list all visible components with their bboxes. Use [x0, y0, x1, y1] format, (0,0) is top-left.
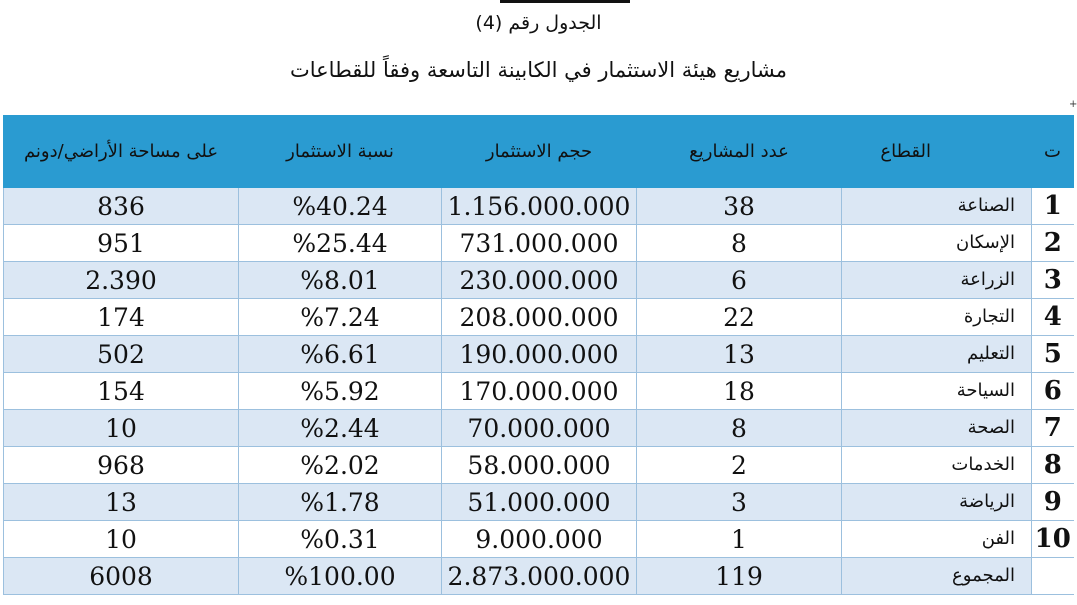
col-header-projects: عدد المشاريع [637, 116, 842, 188]
cell-area-text: 10 [105, 524, 137, 554]
cell-index-text: 5 [1043, 339, 1062, 369]
table-row [4, 410, 1074, 447]
cell-sector [842, 299, 1032, 336]
cell-projects [637, 373, 842, 410]
col-header-sector: القطاع [842, 116, 1032, 188]
cell-sector-text: التجارة [963, 306, 1015, 327]
cell-projects-text: 8 [731, 228, 747, 258]
table-row [4, 262, 1074, 299]
cell-sector [842, 447, 1032, 484]
table-row [4, 447, 1074, 484]
cell-sector [842, 188, 1032, 225]
cell-ratio-text: %6.61 [300, 339, 380, 369]
cell-projects-text: 3 [731, 487, 747, 517]
sectors-table [3, 115, 1074, 595]
cell-index-text: 10 [1034, 524, 1071, 554]
cell-ratio-text: %5.92 [300, 376, 380, 406]
total-area [4, 558, 239, 595]
cell-projects-text: 22 [723, 302, 755, 332]
cell-projects-text: 6 [731, 265, 747, 295]
cell-volume-text: 51.000.000 [467, 487, 611, 517]
cell-projects [637, 410, 842, 447]
cell-sector-text: الخدمات [951, 454, 1015, 475]
total-row [4, 558, 1074, 595]
cell-area-text: 968 [97, 450, 145, 480]
cell-ratio [239, 262, 442, 299]
cell-sector [842, 262, 1032, 299]
cell-ratio-text: %7.24 [300, 302, 380, 332]
cell-projects [637, 521, 842, 558]
cell-ratio-text: %25.44 [292, 228, 388, 258]
table-row [4, 521, 1074, 558]
cell-index [1032, 484, 1074, 521]
cell-index [1032, 299, 1074, 336]
cell-volume-text: 170.000.000 [459, 376, 619, 406]
total-projects-text: 119 [715, 561, 763, 591]
total-label-text: المجموع [952, 565, 1015, 586]
cell-volume-text: 230.000.000 [459, 265, 619, 295]
cell-volume-text: 70.000.000 [467, 413, 611, 443]
cell-index-text: 7 [1043, 413, 1062, 443]
cell-index-text: 4 [1043, 302, 1062, 332]
cell-ratio-text: %2.02 [300, 450, 380, 480]
cell-area-text: 10 [105, 413, 137, 443]
cell-index [1032, 521, 1074, 558]
cell-ratio-text: %1.78 [300, 487, 380, 517]
total-area-text: 6008 [89, 561, 153, 591]
cell-sector-text: الزراعة [960, 269, 1015, 290]
cell-volume-text: 9.000.000 [475, 524, 603, 554]
cell-projects [637, 299, 842, 336]
col-header-index: ت [1032, 116, 1074, 188]
cell-ratio-text: %2.44 [300, 413, 380, 443]
cell-ratio-text: %8.01 [300, 265, 380, 295]
cell-area [4, 336, 239, 373]
cell-volume [442, 410, 637, 447]
cell-ratio-text: %40.24 [292, 191, 388, 221]
cell-area [4, 225, 239, 262]
cell-index-text: 3 [1043, 265, 1062, 295]
header-row [4, 116, 1074, 188]
cell-projects-text: 2 [731, 450, 747, 480]
cell-index [1032, 262, 1074, 299]
cell-projects [637, 447, 842, 484]
cell-area-text: 502 [97, 339, 145, 369]
cell-projects [637, 336, 842, 373]
cell-area [4, 262, 239, 299]
cell-sector-text: السياحة [956, 380, 1015, 401]
cell-volume [442, 373, 637, 410]
cell-ratio [239, 336, 442, 373]
total-index [1032, 558, 1074, 595]
cell-volume-text: 58.000.000 [467, 450, 611, 480]
cell-area [4, 299, 239, 336]
cell-sector-text: الرياضة [959, 491, 1015, 512]
cell-area-text: 836 [97, 191, 145, 221]
cell-index [1032, 373, 1074, 410]
cell-index-text: 9 [1043, 487, 1062, 517]
cell-volume [442, 336, 637, 373]
cell-sector [842, 521, 1032, 558]
cell-sector-text: الإسكان [956, 232, 1015, 253]
cell-index-text: 1 [1043, 191, 1062, 221]
cell-volume [442, 188, 637, 225]
total-volume-text: 2.873.000.000 [447, 561, 631, 591]
table-caption: الجدول رقم (4) [475, 12, 602, 34]
cell-area [4, 410, 239, 447]
cell-sector-text: الفن [981, 528, 1015, 549]
table-row [4, 336, 1074, 373]
cell-ratio [239, 484, 442, 521]
cell-area [4, 484, 239, 521]
cell-projects-text: 18 [723, 376, 755, 406]
cell-projects [637, 484, 842, 521]
cell-projects-text: 8 [731, 413, 747, 443]
cell-projects [637, 188, 842, 225]
cell-volume [442, 521, 637, 558]
cell-volume [442, 447, 637, 484]
cell-volume-text: 1.156.000.000 [447, 191, 631, 221]
cell-index [1032, 336, 1074, 373]
cell-volume [442, 225, 637, 262]
cell-sector-text: الصحة [967, 417, 1015, 438]
cell-area [4, 188, 239, 225]
cell-volume-text: 731.000.000 [459, 228, 619, 258]
cell-sector [842, 336, 1032, 373]
cell-sector [842, 225, 1032, 262]
cell-sector [842, 373, 1032, 410]
cell-area-text: 13 [105, 487, 137, 517]
cell-ratio [239, 373, 442, 410]
cell-ratio [239, 410, 442, 447]
cell-area-text: 154 [97, 376, 145, 406]
cell-ratio-text: %0.31 [300, 524, 380, 554]
total-volume [442, 558, 637, 595]
top-rule [500, 0, 630, 3]
total-label [842, 558, 1032, 595]
cell-area-text: 2.390 [85, 265, 157, 295]
cell-index [1032, 188, 1074, 225]
cell-index [1032, 410, 1074, 447]
cell-projects [637, 262, 842, 299]
cell-ratio [239, 521, 442, 558]
col-header-ratio: نسبة الاستثمار [239, 116, 442, 188]
cell-volume-text: 190.000.000 [459, 339, 619, 369]
cell-ratio [239, 225, 442, 262]
col-header-volume: حجم الاستثمار [442, 116, 637, 188]
cell-sector [842, 410, 1032, 447]
cell-projects-text: 13 [723, 339, 755, 369]
cell-sector-text: الصناعة [957, 195, 1015, 216]
cell-volume [442, 299, 637, 336]
cell-area [4, 521, 239, 558]
cell-ratio [239, 188, 442, 225]
table-row [4, 188, 1074, 225]
cell-index-text: 8 [1043, 450, 1062, 480]
cell-sector-text: التعليم [967, 343, 1015, 364]
cell-volume [442, 484, 637, 521]
table-row [4, 373, 1074, 410]
cell-projects-text: 38 [723, 191, 755, 221]
cell-ratio [239, 299, 442, 336]
cell-ratio [239, 447, 442, 484]
cell-area [4, 447, 239, 484]
table-row [4, 299, 1074, 336]
cell-area [4, 373, 239, 410]
total-ratio [239, 558, 442, 595]
col-header-area: على مساحة الأراضي/دونم [4, 116, 239, 188]
table-subtitle: مشاريع هيئة الاستثمار في الكابينة التاسعة وفقاً للقطاعات [289, 58, 788, 82]
total-projects [637, 558, 842, 595]
cell-index [1032, 225, 1074, 262]
cell-projects [637, 225, 842, 262]
cell-index-text: 6 [1043, 376, 1062, 406]
cell-area-text: 174 [97, 302, 145, 332]
corner-mark: + [1069, 99, 1077, 110]
cell-projects-text: 1 [731, 524, 747, 554]
cell-volume-text: 208.000.000 [459, 302, 619, 332]
table-row [4, 225, 1074, 262]
cell-area-text: 951 [97, 228, 145, 258]
cell-sector [842, 484, 1032, 521]
cell-index-text: 2 [1043, 228, 1062, 258]
cell-volume [442, 262, 637, 299]
table-row [4, 484, 1074, 521]
total-ratio-text: %100.00 [284, 561, 396, 591]
cell-index [1032, 447, 1074, 484]
